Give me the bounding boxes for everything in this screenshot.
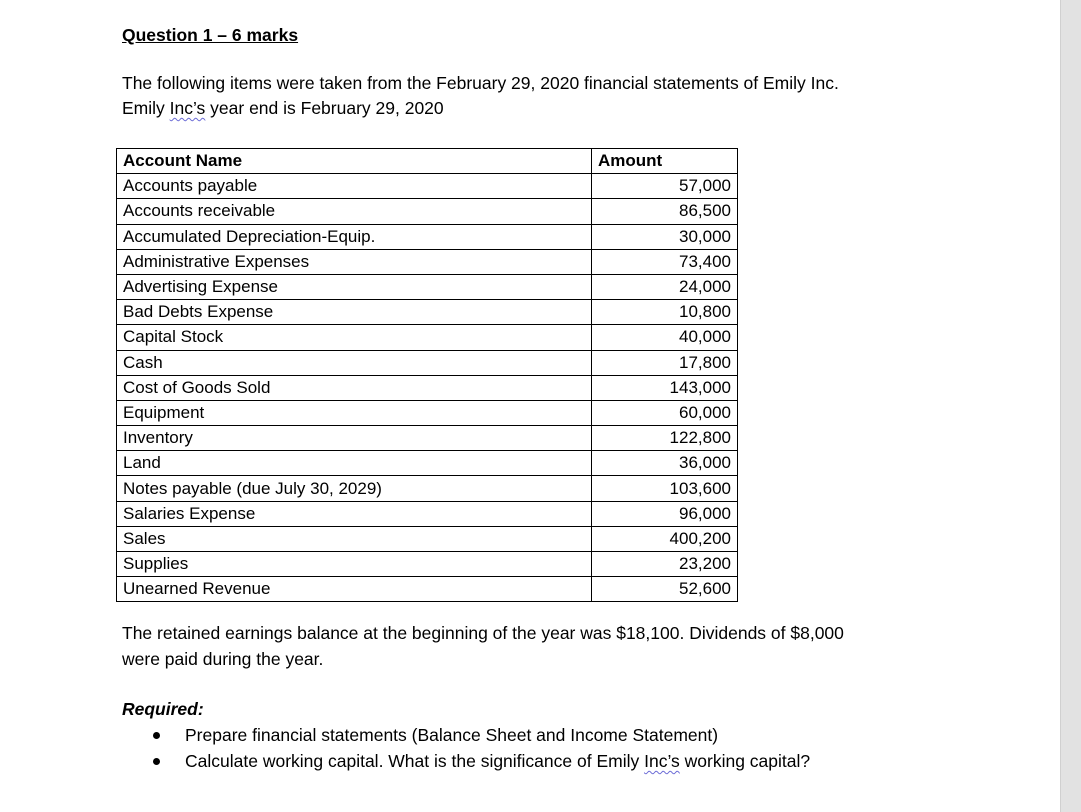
table-row: [117, 350, 738, 375]
account-name-cell: Cash: [117, 350, 592, 375]
spellcheck-word[interactable]: Inc’s: [169, 98, 206, 118]
table-row: [117, 224, 738, 249]
table-row: [117, 325, 738, 350]
amount-cell: 96,000: [592, 501, 738, 526]
account-name-cell: Equipment: [117, 400, 592, 425]
amount-cell: 52,600: [592, 577, 738, 602]
account-name-cell: Accounts receivable: [117, 199, 592, 224]
account-name-cell: Cost of Goods Sold: [117, 375, 592, 400]
notes-line-2: were paid during the year.: [122, 649, 324, 669]
table-header-row: [117, 149, 738, 174]
table-row: [117, 501, 738, 526]
table-row: [117, 451, 738, 476]
table-row: [117, 426, 738, 451]
table-row: [117, 577, 738, 602]
amount-cell: 36,000: [592, 451, 738, 476]
account-name-cell: Bad Debts Expense: [117, 300, 592, 325]
amount-cell: 40,000: [592, 325, 738, 350]
required-item-suffix: working capital?: [679, 751, 811, 771]
required-list: [150, 722, 810, 774]
account-name-cell: Unearned Revenue: [117, 577, 592, 602]
account-name-cell: Advertising Expense: [117, 274, 592, 299]
amount-cell: 30,000: [592, 224, 738, 249]
amount-cell: 86,500: [592, 199, 738, 224]
amount-cell: 17,800: [592, 350, 738, 375]
table-row: [117, 400, 738, 425]
table-row: [117, 375, 738, 400]
required-label: Required:: [122, 699, 204, 719]
intro-line-2: [122, 96, 839, 121]
intro-paragraph: [122, 71, 839, 121]
account-name-cell: Accounts payable: [117, 174, 592, 199]
account-name-cell: Accumulated Depreciation-Equip.: [117, 224, 592, 249]
amount-cell: 57,000: [592, 174, 738, 199]
notes-paragraph: [122, 620, 844, 672]
account-name-cell: Inventory: [117, 426, 592, 451]
amount-cell: 143,000: [592, 375, 738, 400]
account-name-header: Account Name: [117, 149, 592, 174]
account-name-cell: Sales: [117, 526, 592, 551]
amount-cell: 103,600: [592, 476, 738, 501]
amount-cell: 23,200: [592, 552, 738, 577]
amount-cell: 24,000: [592, 274, 738, 299]
table-row: [117, 552, 738, 577]
window-right-gutter: [1060, 0, 1081, 812]
notes-line-1: The retained earnings balance at the beginning of the year was $18,100. Dividends of $8,000: [122, 623, 844, 643]
table-row: [117, 526, 738, 551]
required-item: [150, 722, 810, 748]
amount-cell: 400,200: [592, 526, 738, 551]
account-name-cell: Salaries Expense: [117, 501, 592, 526]
amount-cell: 10,800: [592, 300, 738, 325]
amount-cell: 60,000: [592, 400, 738, 425]
intro-line-2-prefix: Emily: [122, 98, 170, 118]
spellcheck-word[interactable]: Inc’s: [644, 751, 680, 771]
question-heading: Question 1 – 6 marks: [122, 25, 299, 45]
required-item: [150, 748, 810, 774]
table-row: [117, 274, 738, 299]
intro-line-1: The following items were taken from the February 29, 2020 financial statements of Emily Inc.: [122, 73, 839, 93]
required-item-text: Calculate working capital. What is the significance of Emily: [185, 751, 645, 771]
amount-header: Amount: [592, 149, 738, 174]
table-row: [117, 249, 738, 274]
table-row: [117, 476, 738, 501]
amount-cell: 73,400: [592, 249, 738, 274]
account-name-cell: Administrative Expenses: [117, 249, 592, 274]
accounts-table: [116, 148, 738, 602]
intro-line-2-suffix: year end is February 29, 2020: [205, 98, 444, 118]
account-name-cell: Notes payable (due July 30, 2029): [117, 476, 592, 501]
bullet-icon: [153, 732, 160, 739]
table-row: [117, 174, 738, 199]
table-row: [117, 199, 738, 224]
amount-cell: 122,800: [592, 426, 738, 451]
account-name-cell: Capital Stock: [117, 325, 592, 350]
account-name-cell: Land: [117, 451, 592, 476]
account-name-cell: Supplies: [117, 552, 592, 577]
bullet-icon: [153, 758, 160, 765]
required-item-text: Prepare financial statements (Balance Sheet and Income Statement): [185, 725, 719, 745]
table-row: [117, 300, 738, 325]
